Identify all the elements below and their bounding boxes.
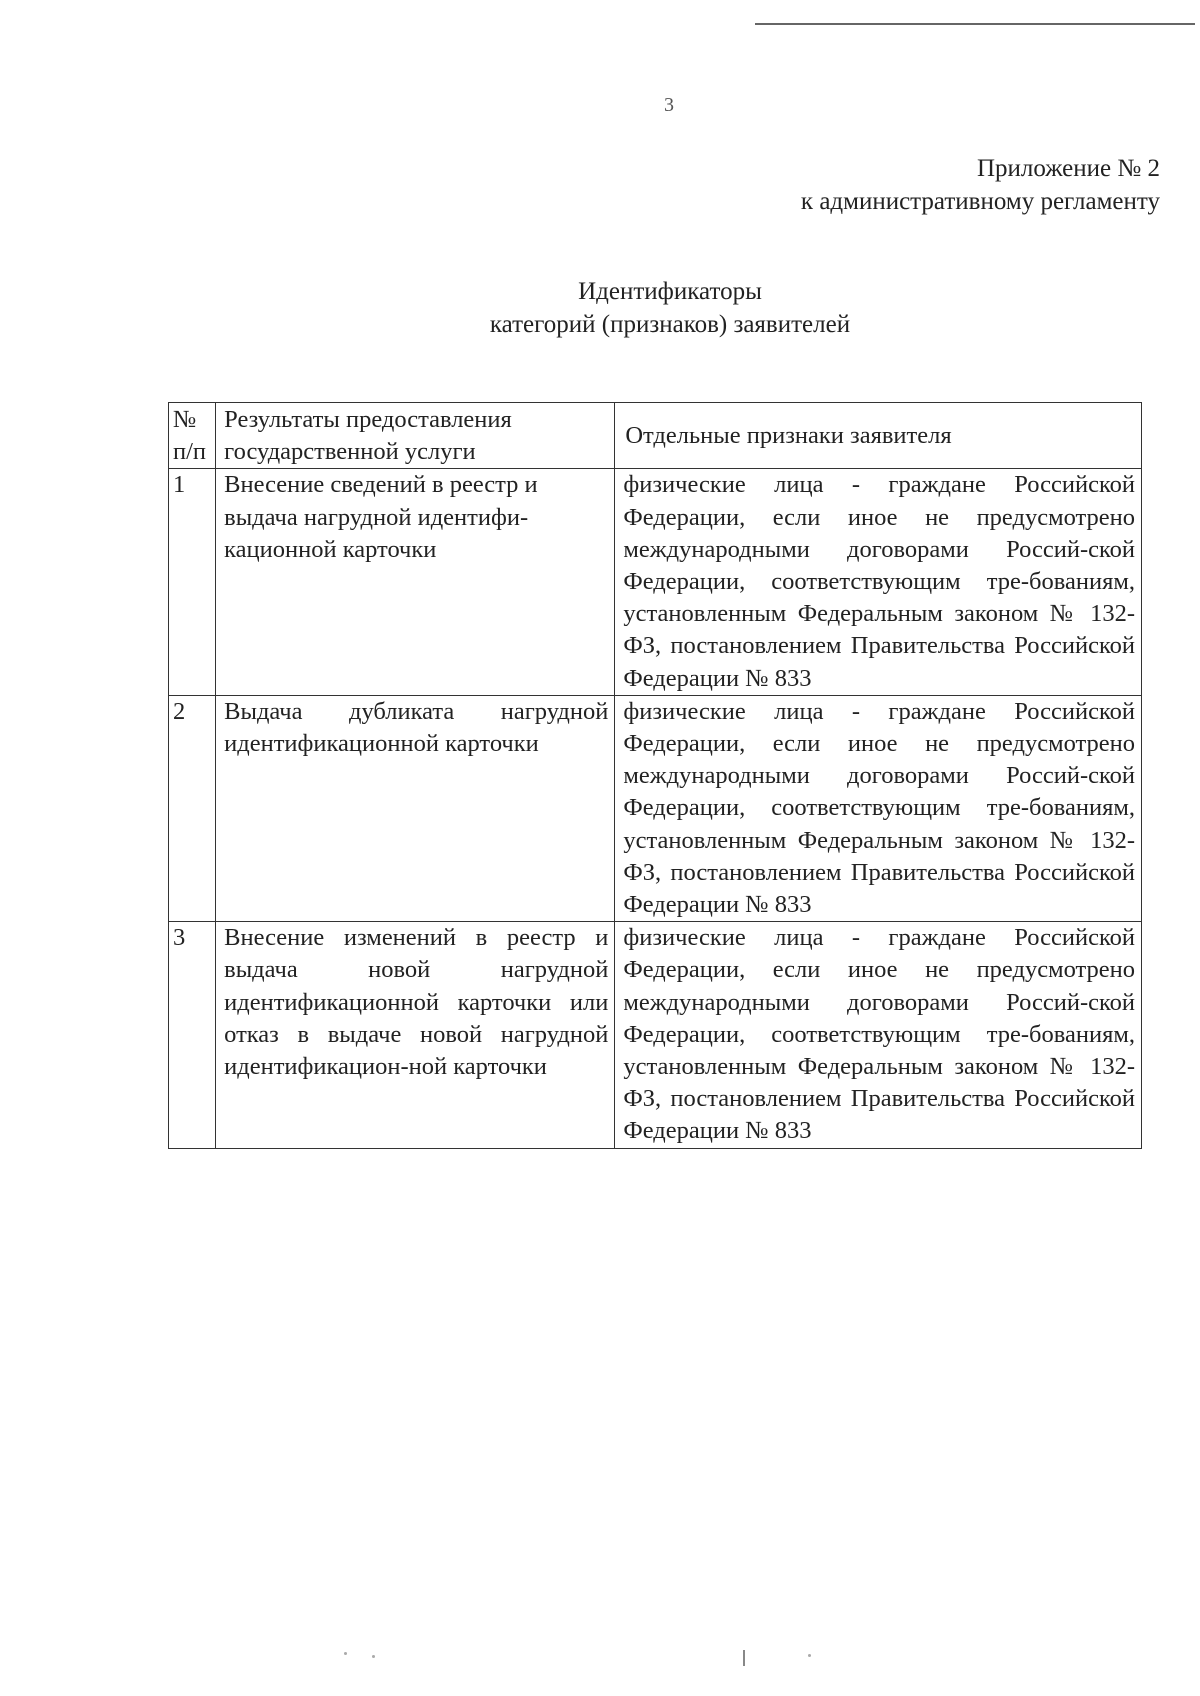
row-number: 3 [169,922,216,1148]
row-attributes: физические лица - граждане Российской Федерации, если иное не предусмотрено международными договорами Россий-ской Федерации, соответствующим тре-бованиям, установленным Федеральным законом № 132-ФЗ, постановлением Правительства Российской Федерации № 833 [615,469,1142,695]
row-attributes: физические лица - граждане Российской Федерации, если иное не предусмотрено международными договорами Россий-ской Федерации, соответствующим тре-бованиям, установленным Федеральным законом № 132-ФЗ, постановлением Правительства Российской Федерации № 833 [615,922,1142,1148]
table-row [169,469,1142,695]
document-title [0,275,1200,341]
header-attributes: Отдельные признаки заявителя [615,403,1142,469]
row-number: 1 [169,469,216,695]
scan-mark [743,1650,745,1666]
row-result: Внесение изменений в реестр и выдача новой нагрудной идентификационной карточки или отказ в выдаче новой нагрудной идентификацион-ной карточки [216,922,615,1148]
scan-speck [372,1655,375,1658]
annex-regulation: к административному регламенту [800,188,1160,215]
scan-speck [344,1652,347,1655]
row-result: Внесение сведений в реестр и выдача нагрудной идентифи-кационной карточки [216,469,615,695]
table-header-row [169,403,1142,469]
header-result: Результаты предоставления государственной услуги [216,403,615,469]
row-result: Выдача дубликата нагрудной идентификационной карточки [216,695,615,921]
header-number: № п/п [169,403,216,469]
annex-reference [801,152,1160,218]
table-row [169,695,1142,921]
row-number: 2 [169,695,216,921]
scan-speck [808,1654,811,1657]
title-line-1: Идентификаторы [578,278,762,305]
page-number: 3 [664,94,674,116]
scan-top-rule [755,23,1195,25]
applicant-identifiers-table [168,402,1142,1149]
table-row [169,922,1142,1148]
row-attributes: физические лица - граждане Российской Федерации, если иное не предусмотрено международными договорами Россий-ской Федерации, соответствующим тре-бованиям, установленным Федеральным законом № 132-ФЗ, постановлением Правительства Российской Федерации № 833 [615,695,1142,921]
title-line-2: категорий (признаков) заявителей [489,311,851,338]
annex-number: Приложение № 2 [976,155,1160,182]
